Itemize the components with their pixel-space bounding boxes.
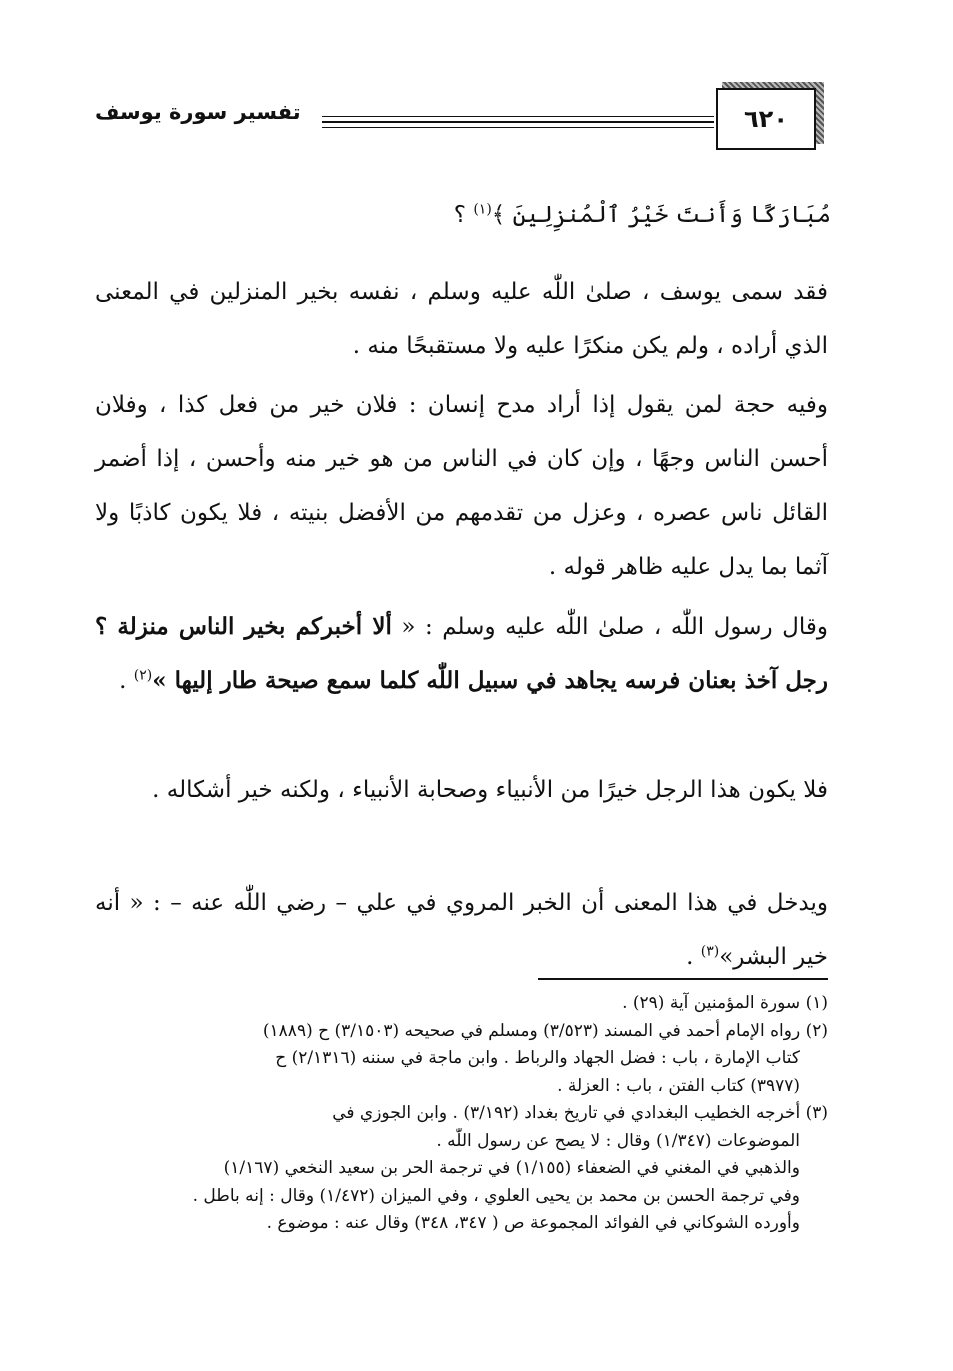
footnote-ref-2: (٢) <box>133 667 153 684</box>
page-number: ٦٢٠ <box>716 88 816 150</box>
paragraph-4: فلا يكون هذا الرجل خيرًا من الأنبياء وصحابة الأنبياء ، ولكنه خير أشكاله . <box>152 777 828 803</box>
footnote-ref-1: (١) <box>473 201 492 218</box>
footnote-ref-3: (٣) <box>700 943 720 960</box>
paragraph-1: فقد سمى يوسف ، صلىٰ اللّٰه عليه وسلم ، نفسه بخير المنزلين في المعنى الذي أراده ، ولم يكن منكرًا عليه ولا مستقبحًا منه . <box>95 279 828 359</box>
paragraph-5 <box>95 876 828 984</box>
hadith-text: ألا أخبركم بخير الناس منزلة ؟ رجل آخذ بعنان فرسه يجاهد في سبيل اللّٰه كلما سمع صيحة طار إليها » <box>95 613 828 694</box>
running-header-title: تفسير سورة يوسف <box>95 100 301 124</box>
hadith-intro: وقال رسول اللّٰه ، صلىٰ اللّٰه عليه وسلم : « <box>391 614 828 640</box>
paragraph-2: وفيه حجة لمن يقول إذا أراد مدح إنسان : فلان خير من فعل كذا ، وفلان أحسن الناس وجهًا ، وإن كان في الناس من هو خير منه وأحسن ، إذا أضمر القائل ناس عصره ، وعزل من تقدمهم من الأفضل بنيته ، فلا يكون كاذبًا ولا آثما بما يدل عليه ظاهر قوله . <box>95 392 828 580</box>
quran-verse-line <box>95 188 831 242</box>
footnote-3-line-4: وفي ترجمة الحسن بن محمد بن يحيى العلوي ، وفي الميزان (١/٤٧٢) وقال : إنه باطل . <box>192 1185 800 1206</box>
footnotes <box>90 990 828 1238</box>
footnote-3-line-3: والذهبي في المغني في الضعفاء (١/١٥٥) في ترجمة الحر بن سعيد النخعي (١/١٦٧) <box>223 1158 800 1178</box>
paragraph-5-text: ويدخل في هذا المعنى أن الخبر المروي في علي – رضي اللّٰه عنه – : « أنه خير البشر» <box>95 890 828 970</box>
footnote-3-line-5: وأورده الشوكاني في الفوائد المجموعة ص ( ٣٤٧، ٣٤٨) وقال عنه : موضوع . <box>266 1213 800 1233</box>
footnote-3-line-1: (٣) أخرجه الخطيب البغدادي في تاريخ بغداد (٣/١٩٢) . وابن الجوزي في <box>332 1103 828 1123</box>
hadith-end: . <box>119 668 134 694</box>
paragraph-3-hadith <box>95 600 828 708</box>
footnote-2-line-1: (٢) رواه الإمام أحمد في المسند (٣/٥٢٣) ومسلم في صحيحه (٣/١٥٠٣) ح (١٨٨٩) <box>262 1020 828 1041</box>
footnote-3-line-2: الموضوعات (١/٣٤٧) وقال : لا يصح عن رسول اللّٰه . <box>436 1130 800 1151</box>
paragraph-5-end: . <box>686 944 701 970</box>
verse-tail: ؟ <box>453 202 474 228</box>
footnote-separator <box>538 978 828 980</box>
footnote-1: (١) سورة المؤمنين آية (٢٩) . <box>622 993 828 1013</box>
quran-verse-text: مُبَارَكًا وَأَنتَ خَيْرُ ٱلْمُنزِلِينَ ﴾ <box>491 202 831 228</box>
footnote-2-line-2: كتاب الإمارة ، باب : فضل الجهاد والرباط . وابن ماجة في سننه (٢/١٣١٦) ح <box>275 1048 800 1068</box>
header-rule <box>322 116 714 128</box>
footnote-2-line-3: (٣٩٧٧) كتاب الفتن ، باب : العزلة . <box>557 1075 800 1096</box>
